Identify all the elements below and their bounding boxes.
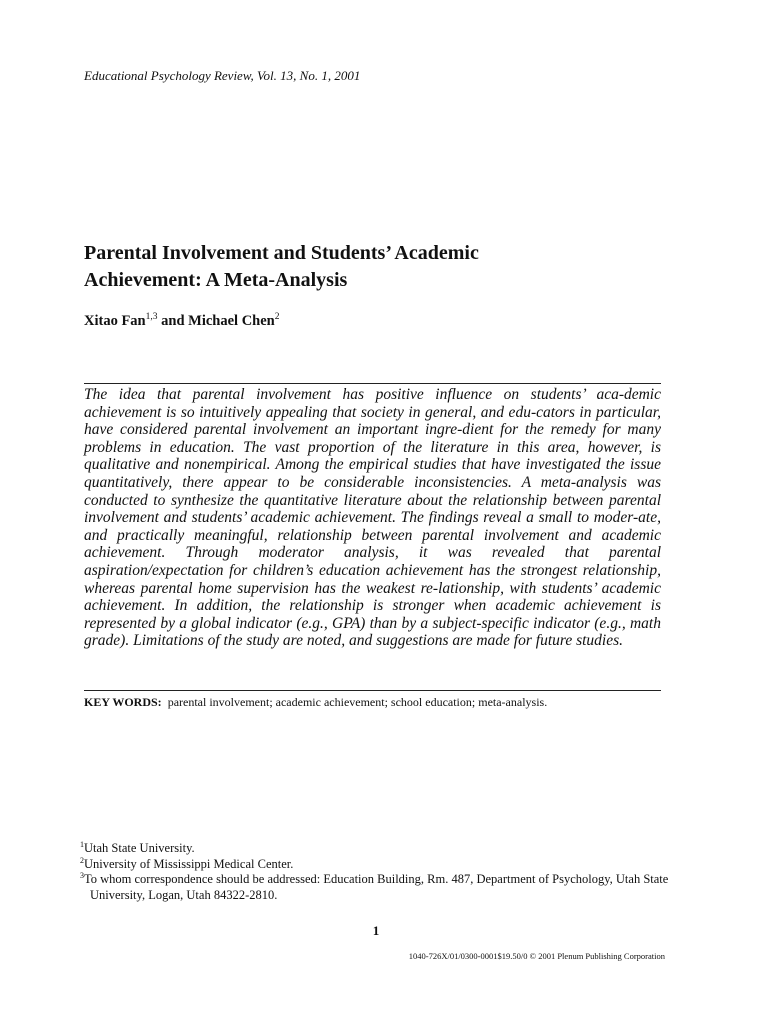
author-list — [84, 313, 664, 330]
author-name: Michael Chen — [188, 313, 275, 329]
page-number: 1 — [372, 923, 380, 938]
abstract-top-rule — [84, 383, 661, 384]
copyright-line: 1040-726X/01/0300-0001$19.50/0 © 2001 Plenum Publishing Corporation — [408, 951, 665, 961]
author-conjunction: and — [157, 313, 189, 329]
keywords — [84, 695, 674, 710]
keywords-value: parental involvement; academic achievement; school education; meta-analysis. — [167, 695, 548, 709]
keywords-label: KEY WORDS: — [84, 695, 162, 709]
footnote — [80, 841, 670, 857]
author-name: Xitao Fan — [84, 313, 146, 329]
footnote — [80, 872, 670, 903]
affiliation-marker: 2 — [274, 312, 280, 322]
footnotes — [80, 841, 670, 903]
footnote-text: To whom correspondence should be addressed: Education Building, Rm. 487, Department of Psychology, Utah State University, Logan, Utah 84322-2810. — [84, 872, 669, 902]
abstract-text: The idea that parental involvement has positive influence on students’ aca-demic achievement is so intuitively appealing that society in general, and edu-cators in particular, have considered parental involvement an important ingre-dient for the remedy for many problems in education. The vast proportion of the literature in this area, however, is qualitative and nonempirical. Among the empirical studies that have investigated the issue quantitatively, there appear to be considerable inconsistencies. A meta-analysis was conducted to synthesize the quantitative literature about the relationship between parental involvement and students’ academic achievement. The findings reveal a small to moder-ate, and practically meaningful, relationship between parental involvement and academic achievement. Through moderator analysis, it was revealed that parental aspiration/expectation for children’s education achievement has the strongest relationship, whereas parental home supervision has the weakest re-lationship, with students’ academic achievement. In addition, the relationship is stronger when academic achievement is represented by a global indicator (e.g., GPA) than by a subject-specific indicator (e.g., math grade). Limitations of the study are noted, and suggestions are made for future studies. — [84, 386, 661, 650]
title-line-2: Achievement: A Meta-Analysis — [84, 269, 348, 291]
footnote-marker: 1 — [80, 840, 84, 849]
title-line-1: Parental Involvement and Students’ Academic — [84, 242, 479, 264]
footnote-text: Utah State University. — [84, 841, 195, 855]
affiliation-marker: 1,3 — [145, 312, 158, 322]
footnote-marker: 2 — [80, 855, 84, 865]
article-title — [84, 240, 664, 294]
footnote-text: University of Mississippi Medical Center. — [84, 856, 294, 871]
journal-citation: Educational Psychology Review, Vol. 13, No. 1, 2001 — [84, 68, 361, 83]
footnote-marker: 3 — [80, 871, 84, 880]
abstract-bottom-rule — [84, 690, 661, 691]
footnote — [80, 857, 670, 873]
